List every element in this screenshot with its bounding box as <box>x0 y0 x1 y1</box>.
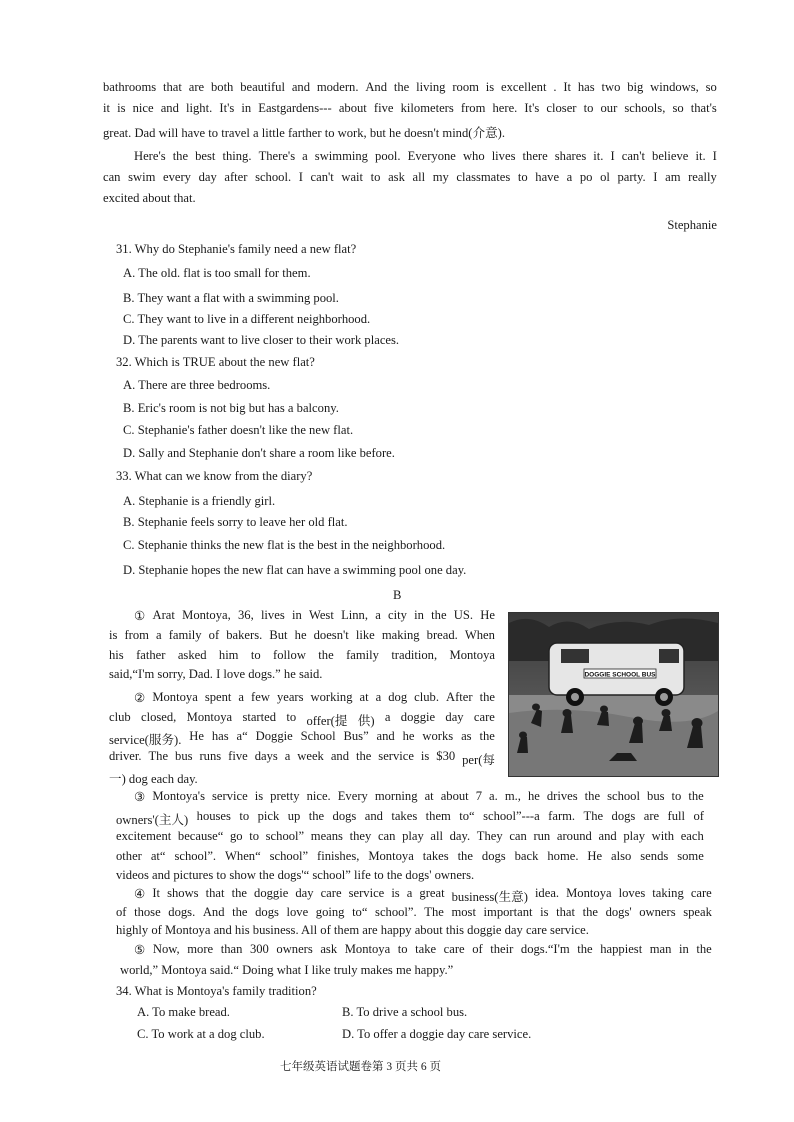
option-d[interactable]: D. To offer a doggie day care service. <box>342 1027 532 1041</box>
text-line: can swim every day after school. I can't wait to ask all my classmates to have a po ol party. I am really <box>103 170 717 184</box>
text-line: ④ It shows that the doggie day care service is a great business(生意) idea. Montoya loves taking care <box>134 886 712 904</box>
section-label: B <box>393 588 402 602</box>
text-line: driver. The bus runs five days a week and the service is $30 per(每 <box>109 749 495 767</box>
option-c[interactable]: C. They want to live in a different neighborhood. <box>123 312 371 326</box>
option-a[interactable]: A. The old. flat is too small for them. <box>123 266 311 280</box>
text-line: 一) dog each day. <box>109 772 198 786</box>
text-line: ③ Montoya's service is pretty nice. Every morning at about 7 a. m., he drives the school bus to the <box>134 789 704 804</box>
option-d[interactable]: D. The parents want to live closer to their work places. <box>123 333 400 347</box>
text-line: other at“ school”. When“ school” finishes, Montoya takes the dogs back home. He also sends some <box>116 849 704 863</box>
question-stem: 33. What can we know from the diary? <box>116 469 313 483</box>
text-line: club closed, Montoya started to offer(提 供) a doggie day care <box>109 710 495 728</box>
option-b[interactable]: B. To drive a school bus. <box>342 1005 468 1019</box>
photo-bus-label: DOGGIE SCHOOL BUS <box>584 671 656 679</box>
text-line: owners'(主人) houses to pick up the dogs and takes them to“ school”---a farm. The dogs are full of <box>116 809 704 827</box>
text-line: bathrooms that are both beautiful and modern. And the living room is excellent . It has two big windows, so <box>103 80 717 94</box>
option-c[interactable]: C. Stephanie thinks the new flat is the best in the neighborhood. <box>123 538 446 552</box>
diary-signature: Stephanie <box>667 218 717 232</box>
option-a[interactable]: A. To make bread. <box>137 1005 230 1019</box>
text-line: is from a family of bakers. But he doesn't like making bread. When <box>109 628 495 642</box>
text-line: excitement because“ go to school” means they can play all day. They can run around and play with each <box>116 829 704 843</box>
option-b[interactable]: B. Eric's room is not big but has a balcony. <box>123 401 339 415</box>
text-line: highly of Montoya and his business. All of them are happy about this doggie day care service. <box>116 923 589 937</box>
text-line: it is nice and light. It's in Eastgardens--- about five kilometers from here. It's closer to our schools, so that's <box>103 101 717 115</box>
text-line: said,“I'm sorry, Dad. I love dogs.” he said. <box>109 667 323 681</box>
question-stem: 32. Which is TRUE about the new flat? <box>116 355 315 369</box>
option-a[interactable]: A. There are three bedrooms. <box>123 378 271 392</box>
text-line: ⑤ Now, more than 300 owners ask Montoya to take care of their dogs.“I'm the happiest man in the <box>134 942 712 957</box>
question-stem: 31. Why do Stephanie's family need a new flat? <box>116 242 357 256</box>
text-line: great. Dad will have to travel a little farther to work, but he doesn't mind(介意). <box>103 126 506 140</box>
text-line: excited about that. <box>103 191 196 205</box>
option-c[interactable]: C. Stephanie's father doesn't like the new flat. <box>123 423 354 437</box>
option-d[interactable]: D. Stephanie hopes the new flat can have a swimming pool one day. <box>123 563 467 577</box>
option-c[interactable]: C. To work at a dog club. <box>137 1027 265 1041</box>
doggie-bus-photo <box>508 612 719 777</box>
question-stem: 34. What is Montoya's family tradition? <box>116 984 317 998</box>
option-a[interactable]: A. Stephanie is a friendly girl. <box>123 494 276 508</box>
text-line: Here's the best thing. There's a swimming pool. Everyone who lives there shares it. I can't believe it. I <box>134 149 717 163</box>
text-line: world,” Montoya said.“ Doing what I like truly makes me happy.” <box>120 963 454 977</box>
text-line: videos and pictures to show the dogs'“ school” life to the dogs' owners. <box>116 868 475 882</box>
text-line: his father asked him to follow the family tradition, Montoya <box>109 648 495 662</box>
option-b[interactable]: B. Stephanie feels sorry to leave her old flat. <box>123 515 348 529</box>
text-line: of those dogs. And the dogs love going to“ school”. The most important is that the dogs' owners speak <box>116 905 712 919</box>
page-footer: 七年级英语试题卷第 3 页共 6 页 <box>280 1061 441 1073</box>
option-d[interactable]: D. Sally and Stephanie don't share a room like before. <box>123 446 395 460</box>
text-line: ② Montoya spent a few years working at a dog club. After the <box>134 690 495 705</box>
text-line: ① Arat Montoya, 36, lives in West Linn, a city in the US. He <box>134 608 495 623</box>
option-b[interactable]: B. They want a flat with a swimming pool. <box>123 291 339 305</box>
text-line: service(服务). He has a“ Doggie School Bus” and he works as the <box>109 729 495 747</box>
